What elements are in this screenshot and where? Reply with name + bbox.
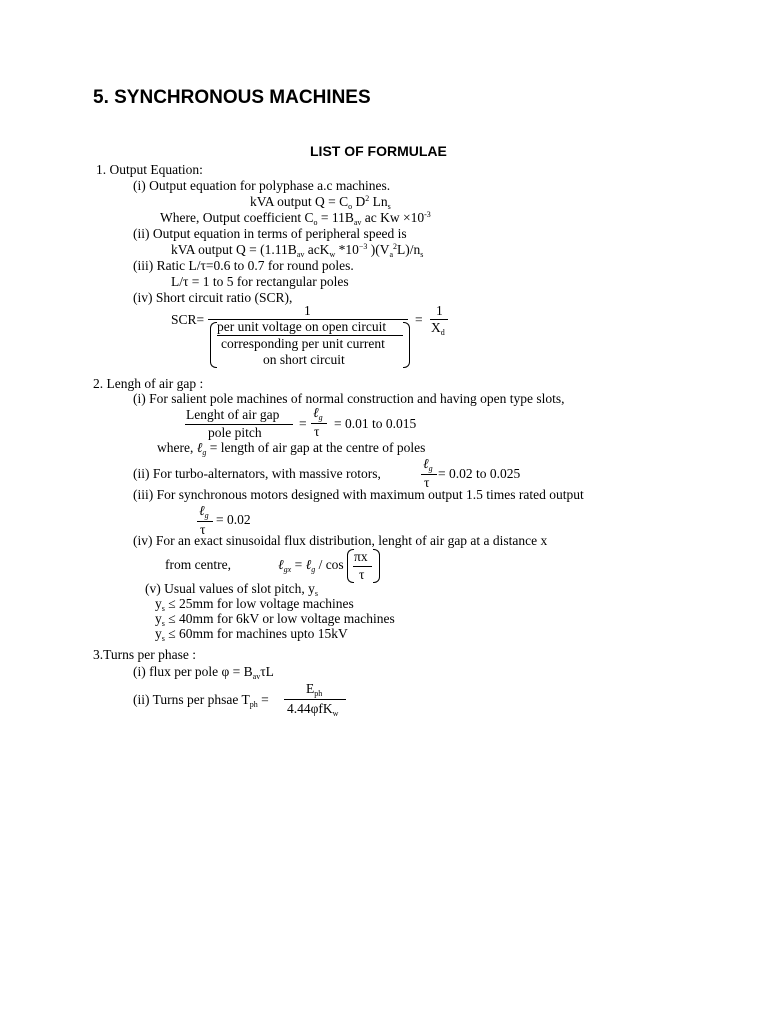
airgap-fraction-denominator: pole pitch [208, 425, 262, 440]
section-1-heading: 1. Output Equation: [96, 162, 203, 177]
airgap-fraction-numerator: Lenght of air gap [186, 407, 280, 422]
tau-denominator-1: τ [314, 424, 320, 439]
scr-right-paren [403, 322, 410, 368]
s1-item-ii: (ii) Output equation in terms of peripheral speed is [133, 226, 407, 241]
tau-denominator-3: τ [200, 522, 206, 537]
scr-denominator-line-3: on short circuit [263, 352, 345, 367]
lg-numerator-2: ℓ$_g$ [423, 456, 433, 473]
slot-pitch-1: $y_s \le 25mm$ for low voltage machines [155, 596, 354, 613]
turns-numerator: $E_{ph}$ [306, 681, 323, 698]
airgap-value-3: = 0.02 [216, 512, 251, 527]
scr-label: SCR= [171, 312, 205, 327]
s1-item-i: (i) Output equation for polyphase a.c machines. [133, 178, 391, 193]
turns-denominator: 4.44φfK$_w$ [287, 701, 339, 718]
scr-denominator-line-2: corresponding per unit current [221, 336, 385, 351]
from-centre-label: from centre, [165, 557, 231, 572]
kva-output-eq-2: kVA output $Q = (1.11B_{av}$ acK$_w$ $*10^{-3}$ )$(V_a^2L)/n_s$ [171, 242, 424, 259]
lg-numerator-1: ℓ$_g$ [313, 405, 323, 422]
airgap-where: where, ℓ$_g$ = length of air gap at the centre of poles [157, 440, 426, 457]
scr-rhs-numerator: 1 [436, 303, 443, 318]
turns-per-phase-label: (ii) Turns per phsae $T_{ph}$ = [133, 692, 269, 709]
tau-denominator-2: τ [424, 475, 430, 490]
airgap-value-1: = 0.01 to 0.015 [334, 416, 417, 431]
page-title: 5. SYNCHRONOUS MACHINES [93, 87, 371, 108]
scr-equals: = [415, 312, 423, 327]
airgap-value-2: = 0.02 to 0.025 [438, 466, 521, 481]
section-3-heading: 3.Turns per phase : [93, 647, 196, 662]
slot-pitch-2: $y_s \le 40mm$ for 6kV or low voltage machines [155, 611, 395, 628]
s1-item-iii: (iii) Ratic L/τ=0.6 to 0.7 for round poles. [133, 258, 354, 273]
airgap-equals: = [299, 416, 307, 431]
s1-item-iii-2: L/τ = 1 to 5 for rectangular poles [171, 274, 349, 289]
s2-item-i: (i) For salient pole machines of normal construction and having open type slots, [133, 391, 565, 406]
lg-numerator-3: ℓ$_g$ [199, 503, 209, 520]
s2-item-v: (v) Usual values of slot pitch, $y_s$ [145, 581, 318, 598]
scr-rhs-xd: $X_d$ [431, 320, 445, 337]
section-2-heading: 2. Lengh of air gap : [93, 376, 204, 391]
s2-item-ii: (ii) For turbo-alternators, with massive rotors, [133, 466, 381, 481]
flux-per-pole: (i) flux per pole $\varphi = B_{av}\tau L$ [133, 664, 274, 681]
lgx-formula: ℓ$_{gx}$ = ℓ$_g$ / cos [278, 557, 344, 574]
section-subtitle: LIST OF FORMULAE [310, 143, 447, 159]
pix-numerator: πx [354, 549, 368, 564]
cos-right-paren [373, 549, 380, 583]
output-coefficient-eq: Where, Output coefficient $C_o = 11B_{av}$ ac $Kw \times 10^{-3}$ [160, 210, 431, 227]
turns-fraction-bar [284, 699, 346, 700]
kva-output-eq-1: kVA output $Q = C_o$ $D^2$ $Ln_s$ [250, 194, 391, 211]
s1-item-iv: (iv) Short circuit ratio (SCR), [133, 290, 293, 305]
scr-denominator-line-1: per unit voltage on open circuit [217, 319, 387, 334]
slot-pitch-3: $y_s \le 60mm$ for machines upto 15kV [155, 626, 348, 643]
scr-numerator: 1 [304, 303, 311, 318]
scr-left-paren [210, 322, 217, 368]
tau-denominator-4: τ [359, 567, 365, 582]
s2-item-iii: (iii) For synchronous motors designed with maximum output 1.5 times rated output [133, 487, 584, 502]
s2-item-iv: (iv) For an exact sinusoidal flux distribution, lenght of air gap at a distance x [133, 533, 548, 548]
